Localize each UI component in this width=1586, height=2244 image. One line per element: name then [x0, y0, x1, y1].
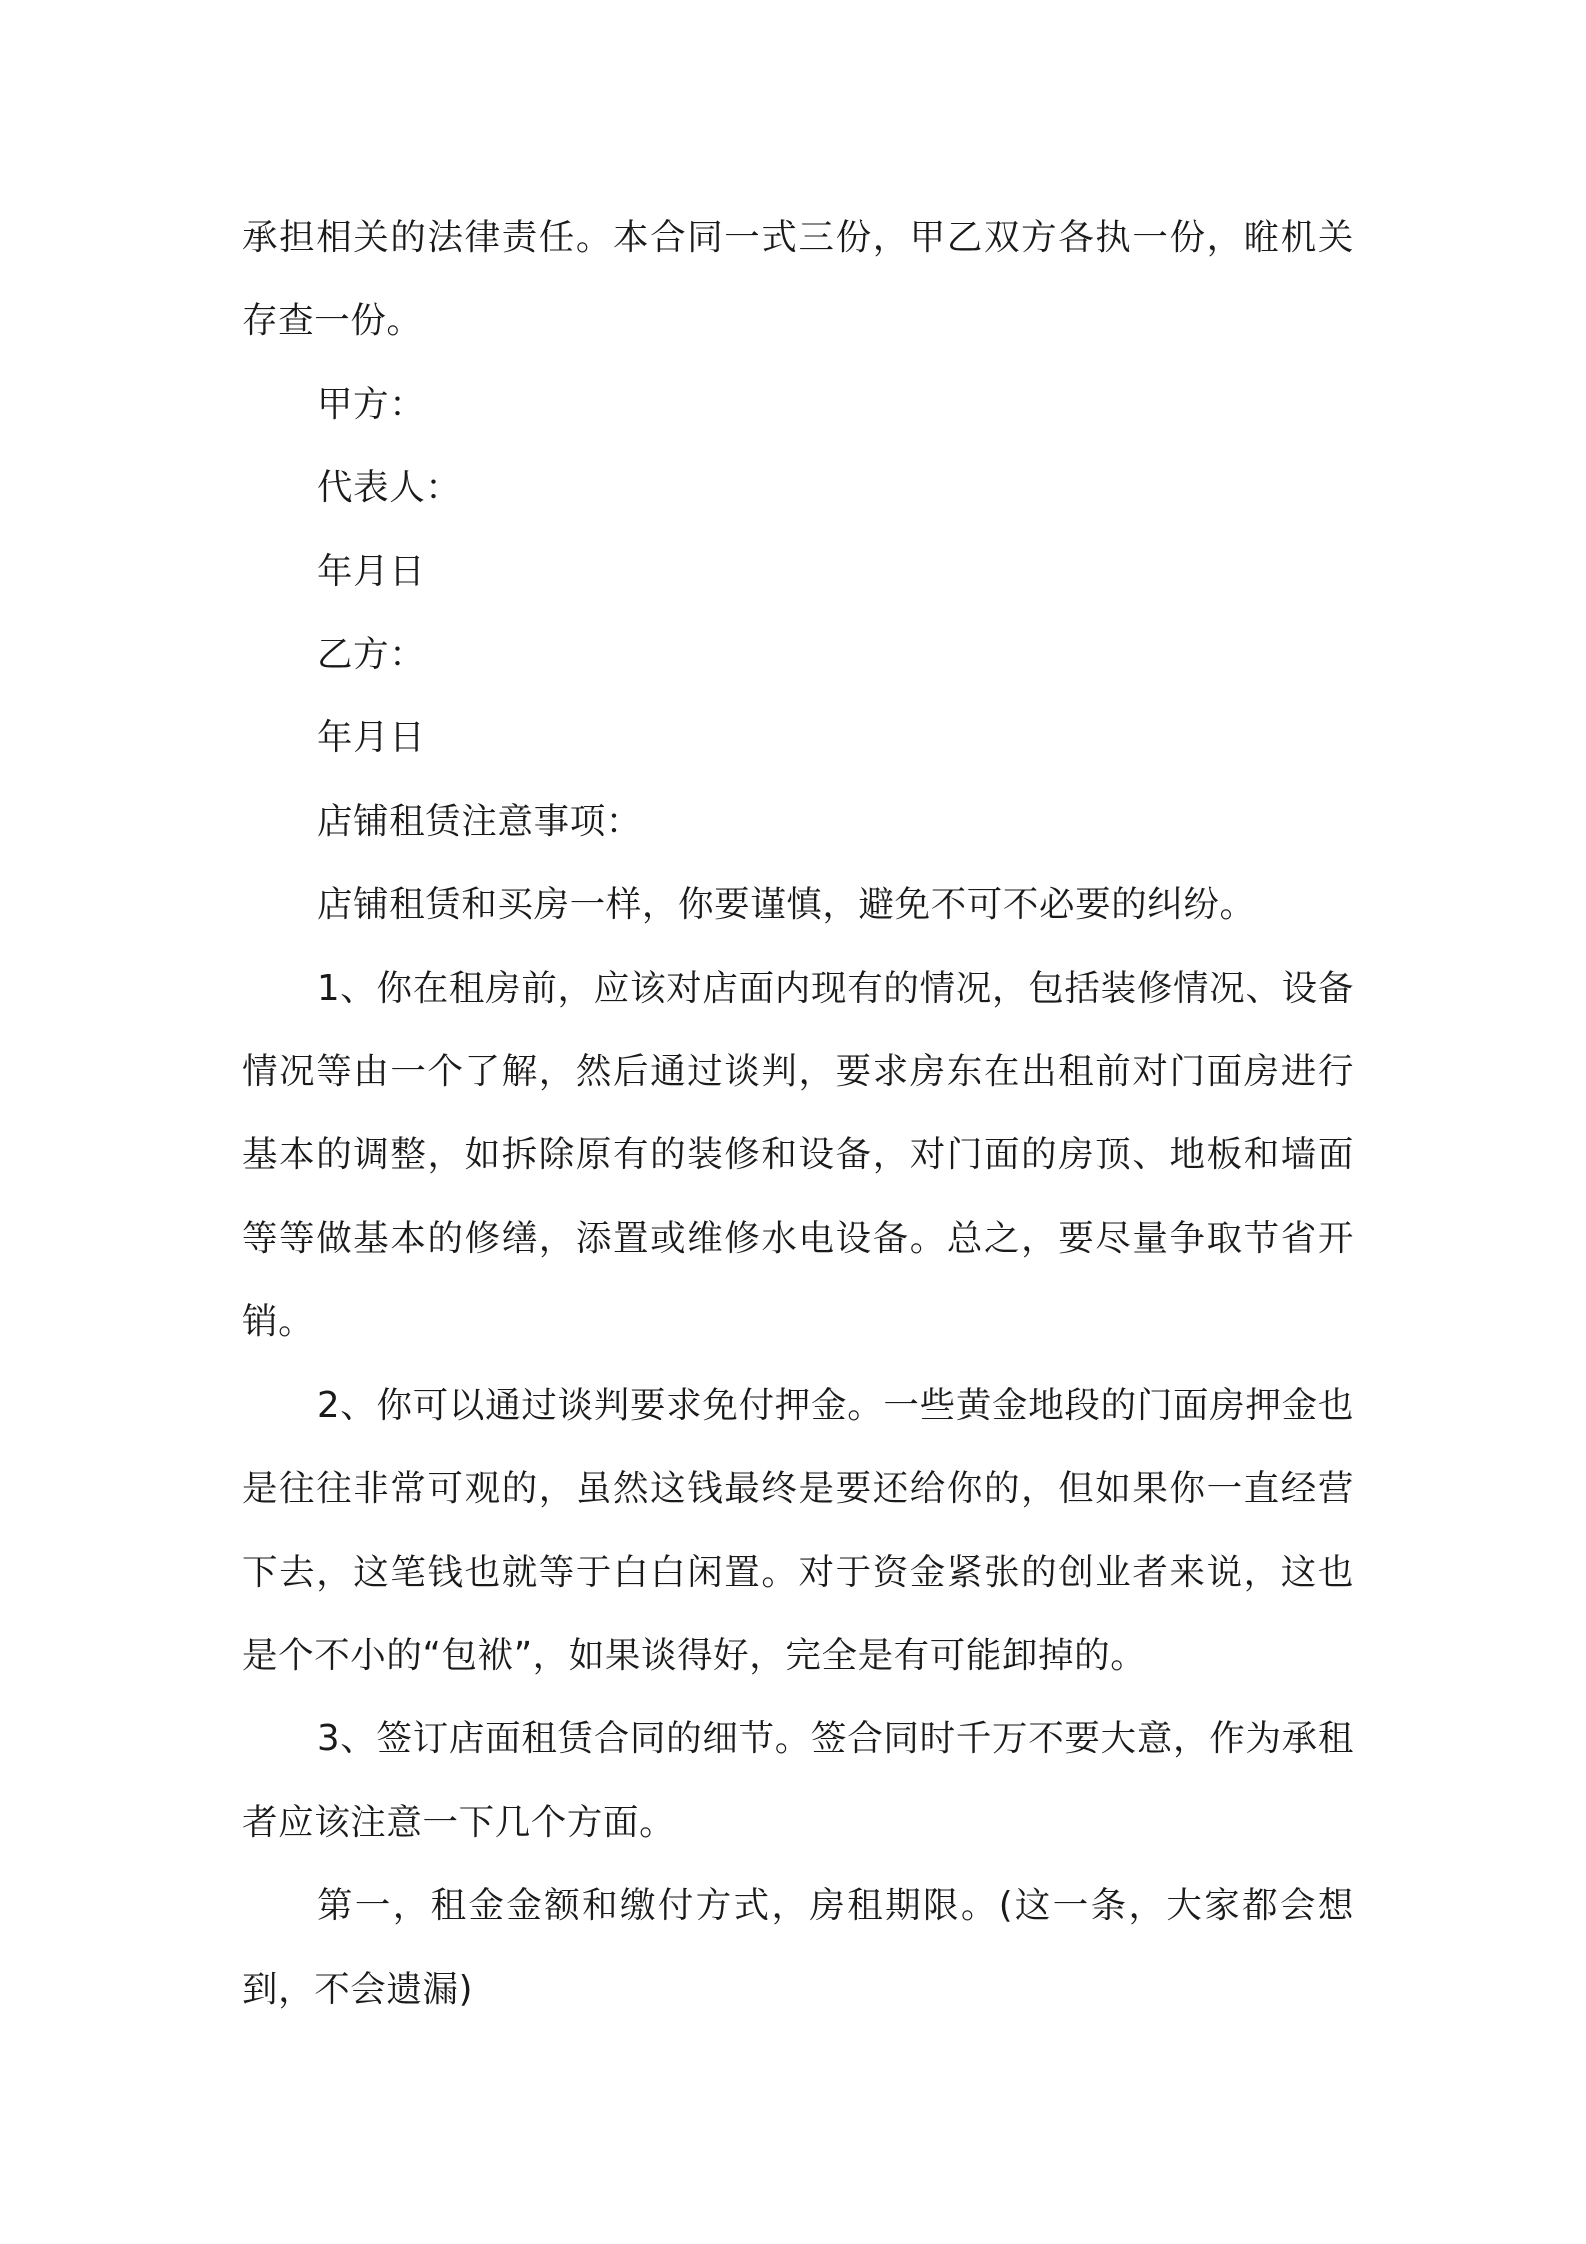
paragraph-notes-heading: 店铺租赁注意事项： [317, 800, 642, 842]
document-body [242, 196, 1354, 2031]
paragraph-party-b: 乙方： [317, 634, 426, 676]
paragraph-date-b: 年月日 [317, 717, 426, 759]
paragraph-item-3: 3、签订店面租赁合同的细节。签合同时千万不要大意，作为承租者应该注意一下几个方面。 [242, 1718, 1354, 1843]
paragraph-party-a: 甲方： [317, 383, 426, 425]
paragraph-item-1: 1、你在租房前，应该对店面内现有的情况，包括装修情况、设备情况等由一个了解，然后通过谈判，要求房东在出租前对门面房进行基本的调整，如拆除原有的装修和设备，对门面的房顶、地板和墙面等等做基本的修缮，添置或维修水电设备。总之，要尽量争取节省开销。 [242, 967, 1354, 1343]
paragraph-contract-copies: 承担相关的法律责任。本合同一式三份，甲乙双方各执一份，暀机关存查一份。 [242, 217, 1354, 342]
paragraph-representative: 代表人： [317, 467, 462, 509]
paragraph-notes-intro: 店铺租赁和买房一样，你要谨慎，避免不可不必要的纠纷。 [317, 884, 1256, 926]
paragraph-date-a: 年月日 [317, 550, 426, 592]
paragraph-first-point: 第一，租金金额和缴付方式，房租期限。(这一条，大家都会想到，不会遗漏) [242, 1885, 1354, 2010]
paragraph-item-2: 2、你可以通过谈判要求免付押金。一些黄金地段的门面房押金也是往往非常可观的，虽然这钱最终是要还给你的，但如果你一直经营下去，这笔钱也就等于白白闲置。对于资金紧张的创业者来说，这也是个不小的“包袱”，如果谈得好，完全是有可能卸掉的。 [242, 1384, 1354, 1676]
